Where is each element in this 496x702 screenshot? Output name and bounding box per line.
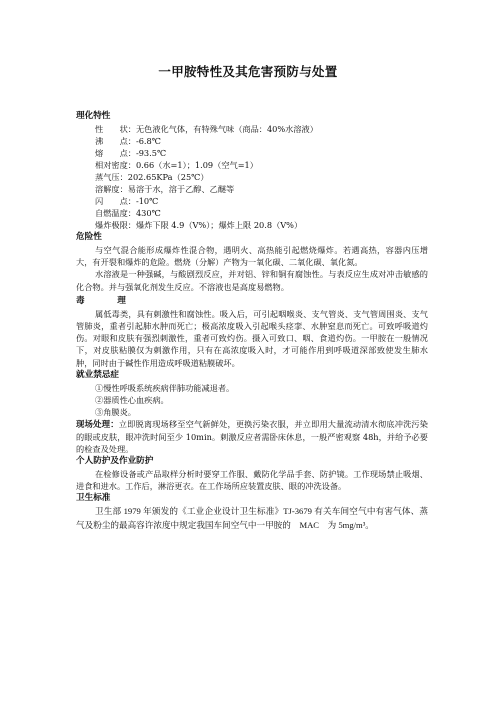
protection-paragraph: 在检修设备或产品取样分析时要穿工作服、戴防化学品手套、防护镜。工作现场禁止吸烟、进食和进水。工作后，淋浴更衣。在工作场所应装置皮肤、眼的冲洗设备。 <box>76 469 428 492</box>
property-row <box>76 195 428 207</box>
property-value: 易溶于水，溶于乙醇、乙醚等 <box>127 184 235 194</box>
page-title: 一甲胺特性及其危害预防与处置 <box>158 64 338 79</box>
property-label: 溶解度： <box>95 184 128 194</box>
contra-item: ①慢性呼吸系统疾病伴肺功能减退者。 <box>95 382 235 393</box>
property-row <box>76 219 428 231</box>
section-heading-physchem: 理化特性 <box>76 111 111 121</box>
property-label: 相对密度： <box>95 160 136 170</box>
property-label: 性 状： <box>95 124 136 134</box>
onsite-treatment-paragraph <box>76 418 428 455</box>
onsite-lead-label: 现场处理： <box>76 419 119 430</box>
property-row <box>76 207 428 219</box>
standard-paragraph: 卫生部 1979 年颁发的《工业企业设计卫生标准》TJ-3679 有关车间空气中有害气体、蒸气及粉尘的最高容许浓度中规定我国车间空气中一甲胺的 MAC 为 5mg/m³。 <box>76 506 428 530</box>
property-label: 蒸气压： <box>95 172 128 182</box>
property-row <box>76 135 428 147</box>
section-heading-hazard: 危险性 <box>76 232 102 242</box>
property-label: 自燃温度： <box>95 208 136 218</box>
property-row <box>76 171 428 183</box>
property-label: 爆炸极限： <box>95 220 136 230</box>
property-row <box>76 183 428 195</box>
property-value: -10℃ <box>135 196 159 206</box>
document-body <box>76 110 428 532</box>
property-value: 430℃ <box>135 208 161 218</box>
section-heading-contraindications: 就业禁忌症 <box>76 369 119 380</box>
property-value: 无色液化气体，有特殊气味（商品：40%水溶液） <box>135 124 318 134</box>
property-value: -93.5℃ <box>135 148 167 158</box>
property-label: 闪 点： <box>95 196 136 206</box>
property-label: 熔 点： <box>95 148 136 158</box>
section-heading-standard: 卫生标准 <box>76 493 111 504</box>
section-heading-toxicity: 毒 理 <box>76 295 138 306</box>
property-row <box>76 159 428 171</box>
contra-item: ③角膜炎。 <box>95 407 136 418</box>
property-value: 0.66（水=1）；1.09（空气=1） <box>135 160 258 170</box>
hazard-paragraph-1: 与空气混合能形成爆炸性混合物，遇明火、高热能引起燃烧爆炸。若遇高热，容器内压增大，有开裂和爆炸的危险。燃烧（分解）产物为一氧化碳、二氧化碳、氧化氮。 <box>76 245 428 268</box>
property-row <box>76 123 428 135</box>
physchem-list <box>76 123 428 231</box>
property-value: 202.65KPa（25℃） <box>127 172 209 182</box>
property-label: 沸 点： <box>95 136 136 146</box>
contra-item: ②器质性心血疾病。 <box>95 395 169 406</box>
property-value: -6.8℃ <box>135 136 161 146</box>
toxicity-paragraph: 属低毒类，具有刺激性和腐蚀性。吸入后，可引起咽喉炎、支气管炎、支气管周围炎、支气管肺炎，重者引起肺水肿而死亡；极高浓度吸入引起喉头痉挛、水肿窒息而死亡。可致呼吸道灼伤。对眼和皮肤有强烈刺激性，重者可致灼伤。摄入可致口、咽、食道灼伤。一甲胺在一般情况下，对皮肤粘膜仅为刺激作用，只有在高浓度吸入时，才可能作用到呼吸道深部致使发生肺水肿，同时由于碱性作用造成呼吸道粘膜破坏。 <box>76 308 428 368</box>
hazard-paragraph-2: 水溶液是一种强碱，与酸剧烈反应，并对铝、锌和铜有腐蚀性。与表反应生成对冲击敏感的化合物。并与强氧化剂发生反应。不溶液也是高度易燃物。 <box>76 269 428 292</box>
property-row <box>76 147 428 159</box>
property-value: 爆炸下限 4.9（V%）；爆炸上限 20.8（V%） <box>135 220 303 230</box>
onsite-text: 立即脱离现场移至空气新鲜处，更换污染衣服，并立即用大量流动清水彻底冲洗污染的眼或皮肤，眼冲洗时间至少 10min。刺激反应者需卧床休息，一般严密观察 48h，并给予必要的检查及处理。 <box>76 419 428 454</box>
section-heading-protection: 个人防护及作业防护 <box>76 456 154 467</box>
